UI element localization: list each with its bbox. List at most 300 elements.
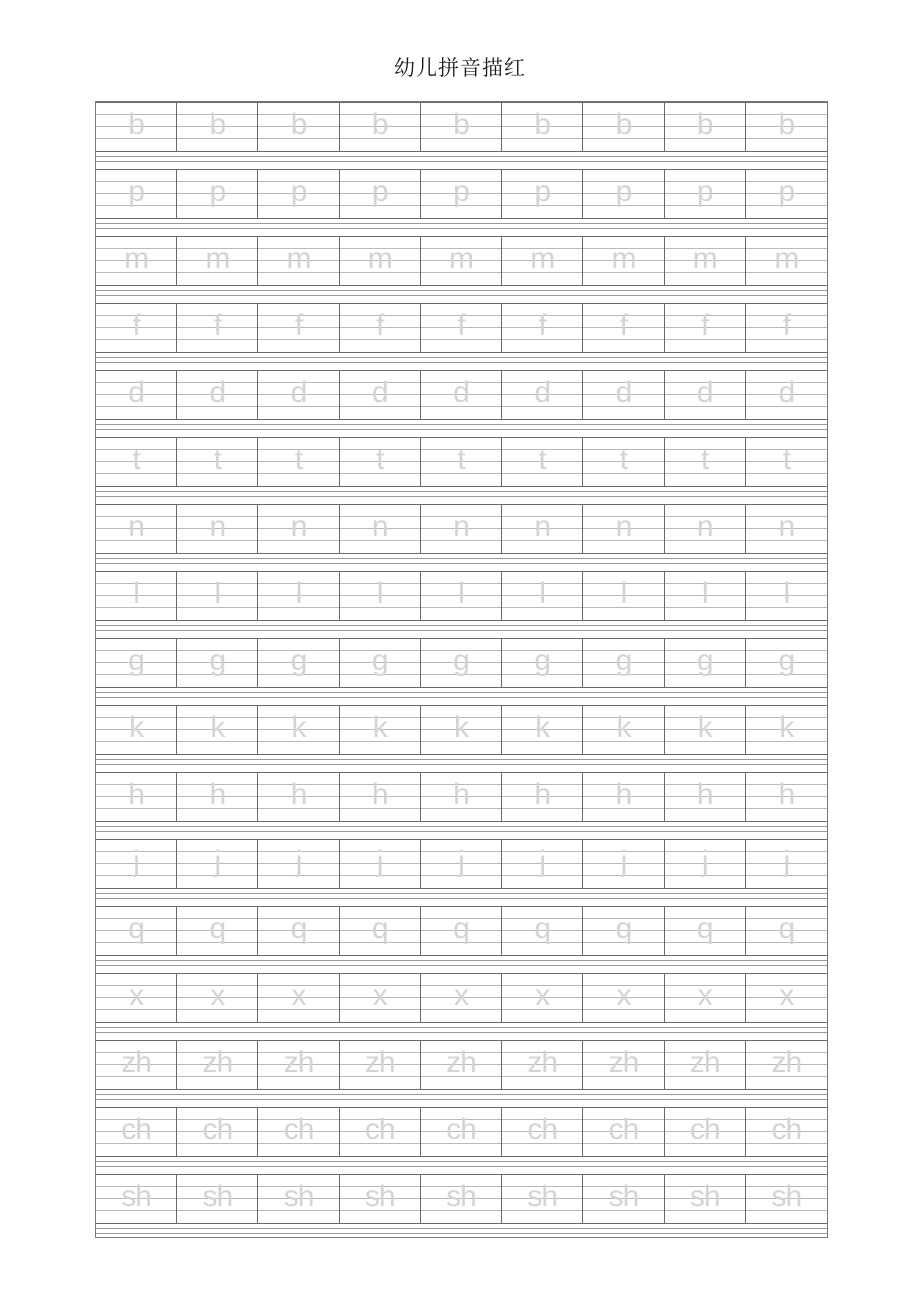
trace-letter: j (376, 845, 383, 878)
tracing-cell (583, 639, 664, 687)
trace-letter: zh (364, 1046, 395, 1079)
tracing-cell (746, 1175, 827, 1223)
tracing-row-l (96, 571, 827, 621)
trace-letter: l (214, 577, 221, 610)
tracing-cell (340, 572, 421, 620)
tracing-cell (665, 907, 746, 955)
trace-letter: d (128, 376, 144, 409)
tracing-cell (746, 639, 827, 687)
trace-letter: sh (771, 1180, 802, 1213)
tracing-cell (583, 840, 664, 888)
trace-letter: x (372, 979, 387, 1012)
tracing-cell (177, 304, 258, 352)
tracing-cell (421, 1108, 502, 1156)
trace-letter: f (132, 309, 140, 342)
tracing-cell (421, 706, 502, 754)
tracing-cell (258, 1041, 339, 1089)
trace-letter: m (774, 242, 799, 275)
spacer-line (96, 1099, 827, 1100)
tracing-cell (96, 103, 177, 151)
trace-letter: n (696, 510, 713, 543)
tracing-cell (177, 1175, 258, 1223)
trace-letter: ch (527, 1113, 558, 1146)
trace-letter: d (696, 376, 713, 409)
trace-letter: t (132, 443, 140, 476)
tracing-cell (746, 974, 827, 1022)
tracing-cell (96, 438, 177, 486)
spacer-line (96, 826, 827, 827)
trace-letter: sh (364, 1180, 395, 1213)
trace-letter: j (701, 845, 708, 878)
tracing-cell (583, 304, 664, 352)
tracing-row-m (96, 236, 827, 286)
spacer-line (96, 625, 827, 626)
tracing-cell (583, 371, 664, 419)
tracing-cell (96, 706, 177, 754)
tracing-cell (421, 438, 502, 486)
trace-letter: f (376, 309, 384, 342)
tracing-cell (665, 1041, 746, 1089)
trace-letter: sh (283, 1180, 314, 1213)
trace-letter: b (453, 108, 469, 141)
trace-letter: p (696, 175, 713, 208)
tracing-cell (746, 706, 827, 754)
trace-letter: h (290, 778, 307, 811)
tracing-cell (96, 840, 177, 888)
tracing-cell (665, 371, 746, 419)
tracing-cell (583, 505, 664, 553)
trace-letter: p (128, 175, 144, 208)
trace-letter: m (611, 242, 636, 275)
tracing-cell (340, 170, 421, 218)
trace-letter: m (205, 242, 230, 275)
trace-letter: l (376, 577, 383, 610)
tracing-cell (340, 1041, 421, 1089)
tracing-cell (421, 304, 502, 352)
trace-letter: p (290, 175, 307, 208)
tracing-cell (421, 170, 502, 218)
tracing-cell (502, 639, 583, 687)
trace-letter: q (534, 912, 551, 945)
tracing-cell (258, 773, 339, 821)
trace-letter: m (692, 242, 717, 275)
tracing-cell (746, 773, 827, 821)
trace-letter: d (534, 376, 551, 409)
trace-letter: t (213, 443, 221, 476)
trace-letter: g (615, 644, 632, 677)
trace-letter: f (782, 309, 791, 342)
tracing-cell (258, 1175, 339, 1223)
tracing-cell (421, 572, 502, 620)
tracing-cell (340, 505, 421, 553)
tracing-cell (340, 840, 421, 888)
trace-letter: n (371, 510, 388, 543)
trace-letter: t (619, 443, 628, 476)
tracing-cell (258, 304, 339, 352)
tracing-cell (258, 840, 339, 888)
tracing-cell (746, 103, 827, 151)
trace-letter: j (539, 845, 546, 878)
tracing-row-d (96, 370, 827, 420)
trace-letter: ch (283, 1113, 314, 1146)
spacer-line (96, 563, 827, 564)
spacer-line (96, 429, 827, 430)
tracing-row-n (96, 504, 827, 554)
tracing-cell (746, 304, 827, 352)
tracing-cell (96, 572, 177, 620)
trace-letter: zh (608, 1046, 639, 1079)
tracing-cell (746, 438, 827, 486)
tracing-cell (177, 840, 258, 888)
trace-letter: n (128, 510, 144, 543)
trace-letter: p (778, 175, 795, 208)
trace-letter: p (371, 175, 388, 208)
tracing-row-t (96, 437, 827, 487)
tracing-cell (177, 371, 258, 419)
tracing-cell (340, 1175, 421, 1223)
trace-letter: ch (364, 1113, 395, 1146)
trace-letter: q (453, 912, 469, 945)
tracing-cell (258, 438, 339, 486)
tracing-row-f (96, 303, 827, 353)
tracing-row-j (96, 839, 827, 889)
tracing-cell (177, 505, 258, 553)
tracing-cell (258, 706, 339, 754)
trace-letter: q (615, 912, 632, 945)
trace-letter: g (371, 644, 388, 677)
trace-letter: zh (446, 1046, 476, 1079)
tracing-cell (665, 304, 746, 352)
tracing-cell (583, 237, 664, 285)
tracing-cell (583, 907, 664, 955)
trace-letter: f (619, 309, 628, 342)
tracing-cell (340, 639, 421, 687)
tracing-cell (583, 1175, 664, 1223)
trace-letter: x (129, 979, 144, 1012)
trace-letter: k (616, 711, 631, 744)
trace-letter: t (538, 443, 546, 476)
tracing-cell (746, 1041, 827, 1089)
tracing-cell (583, 974, 664, 1022)
trace-letter: q (696, 912, 713, 945)
tracing-cell (177, 639, 258, 687)
spacer-line (96, 1094, 827, 1095)
trace-letter: zh (202, 1046, 233, 1079)
trace-letter: f (294, 309, 303, 342)
trace-letter: zh (689, 1046, 720, 1079)
tracing-cell (421, 773, 502, 821)
tracing-cell (421, 103, 502, 151)
tracing-cell (502, 505, 583, 553)
trace-letter: g (209, 644, 226, 677)
trace-letter: ch (202, 1113, 233, 1146)
trace-letter: n (534, 510, 551, 543)
tracing-cell (746, 505, 827, 553)
trace-letter: q (209, 912, 226, 945)
trace-letter: b (778, 108, 795, 141)
tracing-cell (96, 170, 177, 218)
tracing-cell (258, 170, 339, 218)
tracing-cell (665, 1175, 746, 1223)
tracing-cell (177, 103, 258, 151)
trace-letter: t (457, 443, 465, 476)
tracing-cell (421, 237, 502, 285)
trace-letter: sh (689, 1180, 720, 1213)
trace-letter: l (701, 577, 708, 610)
trace-letter: j (458, 845, 464, 878)
trace-letter: q (778, 912, 795, 945)
spacer-line (96, 697, 827, 698)
tracing-cell (177, 1108, 258, 1156)
tracing-cell (665, 170, 746, 218)
trace-letter: g (453, 644, 469, 677)
tracing-cell (746, 1108, 827, 1156)
tracing-cell (665, 572, 746, 620)
trace-letter: t (376, 443, 384, 476)
trace-letter: zh (771, 1046, 802, 1079)
spacer-line (96, 898, 827, 899)
spacer-line (96, 491, 827, 492)
tracing-cell (502, 1175, 583, 1223)
tracing-row-q (96, 906, 827, 956)
tracing-cell (96, 1041, 177, 1089)
trace-letter: l (133, 577, 139, 610)
trace-letter: d (453, 376, 469, 409)
trace-letter: h (778, 778, 795, 811)
trace-letter: l (458, 577, 464, 610)
tracing-cell (583, 103, 664, 151)
trace-letter: m (530, 242, 555, 275)
tracing-cell (502, 304, 583, 352)
trace-letter: x (779, 979, 794, 1012)
trace-letter: b (371, 108, 388, 141)
trace-letter: g (778, 644, 795, 677)
tracing-cell (258, 103, 339, 151)
tracing-cell (502, 907, 583, 955)
tracing-cell (96, 907, 177, 955)
tracing-row-h (96, 772, 827, 822)
tracing-cell (502, 1108, 583, 1156)
tracing-cell (665, 773, 746, 821)
tracing-cell (665, 840, 746, 888)
trace-letter: j (783, 845, 790, 878)
spacer-line (96, 362, 827, 363)
tracing-cell (665, 706, 746, 754)
tracing-cell (665, 438, 746, 486)
tracing-cell (340, 974, 421, 1022)
trace-letter: k (535, 711, 550, 744)
spacer-line (96, 759, 827, 760)
trace-letter: d (615, 376, 632, 409)
page-title: 幼儿拼音描红 (394, 56, 526, 80)
tracing-cell (665, 103, 746, 151)
trace-letter: zh (527, 1046, 558, 1079)
trace-letter: b (128, 108, 144, 141)
tracing-cell (583, 1041, 664, 1089)
spacer-line (96, 692, 827, 693)
tracing-cell (96, 773, 177, 821)
tracing-cell (177, 237, 258, 285)
trace-letter: p (615, 175, 632, 208)
tracing-cell (258, 572, 339, 620)
trace-letter: n (290, 510, 307, 543)
tracing-cell (96, 974, 177, 1022)
trace-letter: n (778, 510, 795, 543)
tracing-row-k (96, 705, 827, 755)
trace-letter: m (367, 242, 392, 275)
trace-letter: l (295, 577, 302, 610)
trace-letter: g (696, 644, 713, 677)
tracing-cell (583, 1108, 664, 1156)
spacer-line (96, 558, 827, 559)
tracing-row-zh (96, 1040, 827, 1090)
trace-letter: x (291, 979, 306, 1012)
trace-letter: f (457, 309, 465, 342)
trace-letter: sh (446, 1180, 476, 1213)
trace-letter: d (290, 376, 307, 409)
spacer-line (96, 1166, 827, 1167)
tracing-cell (340, 706, 421, 754)
tracing-cell (96, 237, 177, 285)
trace-letter: b (615, 108, 632, 141)
tracing-cell (583, 773, 664, 821)
tracing-cell (665, 974, 746, 1022)
trace-letter: q (371, 912, 388, 945)
trace-letter: h (453, 778, 469, 811)
tracing-cell (502, 237, 583, 285)
spacer-line (96, 1032, 827, 1033)
tracing-cell (502, 371, 583, 419)
trace-letter: t (294, 443, 303, 476)
trace-letter: p (209, 175, 226, 208)
tracing-cell (421, 840, 502, 888)
spacer-line (96, 1161, 827, 1162)
tracing-cell (340, 907, 421, 955)
spacer-line (96, 290, 827, 291)
tracing-cell (502, 706, 583, 754)
trace-letter: d (778, 376, 795, 409)
trace-letter: j (295, 845, 302, 878)
spacer-line (96, 223, 827, 224)
tracing-cell (746, 371, 827, 419)
tracing-cell (177, 1041, 258, 1089)
tracing-cell (421, 1041, 502, 1089)
spacer-line (96, 161, 827, 162)
tracing-cell (177, 907, 258, 955)
trace-letter: sh (121, 1180, 151, 1213)
tracing-cell (177, 438, 258, 486)
tracing-cell (177, 974, 258, 1022)
trace-letter: l (783, 577, 790, 610)
trace-letter: l (539, 577, 546, 610)
trace-letter: n (615, 510, 632, 543)
spacer-line (96, 156, 827, 157)
trace-letter: b (534, 108, 551, 141)
trace-letter: t (700, 443, 709, 476)
tracing-cell (421, 1175, 502, 1223)
trace-letter: k (210, 711, 225, 744)
spacer-line (96, 831, 827, 832)
trace-letter: j (133, 845, 139, 878)
trace-letter: k (453, 711, 468, 744)
trace-letter: q (290, 912, 307, 945)
tracing-cell (258, 371, 339, 419)
trace-letter: sh (608, 1180, 639, 1213)
tracing-row-sh (96, 1174, 827, 1224)
trace-letter: sh (527, 1180, 558, 1213)
trace-letter: j (620, 845, 627, 878)
trace-letter: m (448, 242, 473, 275)
trace-letter: zh (121, 1046, 151, 1079)
trace-letter: m (124, 242, 149, 275)
tracing-cell (258, 1108, 339, 1156)
tracing-cell (177, 572, 258, 620)
tracing-cell (665, 1108, 746, 1156)
trace-letter: d (371, 376, 388, 409)
trace-letter: p (534, 175, 551, 208)
spacer-line (96, 1233, 827, 1234)
tracing-cell (177, 170, 258, 218)
trace-letter: x (535, 979, 550, 1012)
tracing-cell (421, 974, 502, 1022)
spacer-line (96, 228, 827, 229)
tracing-cell (502, 103, 583, 151)
tracing-cell (746, 237, 827, 285)
trace-letter: t (782, 443, 791, 476)
trace-letter: d (209, 376, 226, 409)
spacer-line (96, 630, 827, 631)
tracing-cell (421, 639, 502, 687)
tracing-row-b (96, 102, 827, 152)
tracing-cell (665, 237, 746, 285)
tracing-cell (177, 773, 258, 821)
tracing-cell (583, 170, 664, 218)
tracing-cell (665, 639, 746, 687)
trace-letter: k (779, 711, 794, 744)
tracing-cell (96, 371, 177, 419)
tracing-row-ch (96, 1107, 827, 1157)
tracing-cell (340, 103, 421, 151)
tracing-cell (502, 840, 583, 888)
trace-letter: x (616, 979, 631, 1012)
tracing-cell (583, 438, 664, 486)
trace-letter: x (697, 979, 712, 1012)
trace-letter: q (128, 912, 144, 945)
trace-letter: ch (121, 1113, 151, 1146)
spacer-line (96, 496, 827, 497)
trace-letter: zh (283, 1046, 314, 1079)
trace-letter: h (615, 778, 632, 811)
tracing-cell (746, 840, 827, 888)
trace-letter: x (453, 979, 468, 1012)
trace-letter: j (214, 845, 221, 878)
trace-letter: sh (202, 1180, 233, 1213)
trace-letter: l (620, 577, 627, 610)
tracing-cell (502, 572, 583, 620)
tracing-cell (177, 706, 258, 754)
tracing-sheet (95, 101, 828, 1238)
trace-letter: ch (608, 1113, 639, 1146)
trace-letter: g (128, 644, 144, 677)
spacer-line (96, 1228, 827, 1229)
tracing-cell (583, 572, 664, 620)
trace-letter: n (453, 510, 469, 543)
trace-letter: k (129, 711, 144, 744)
trace-letter: b (696, 108, 713, 141)
tracing-cell (96, 1108, 177, 1156)
spacer-line (96, 357, 827, 358)
trace-letter: f (538, 309, 546, 342)
